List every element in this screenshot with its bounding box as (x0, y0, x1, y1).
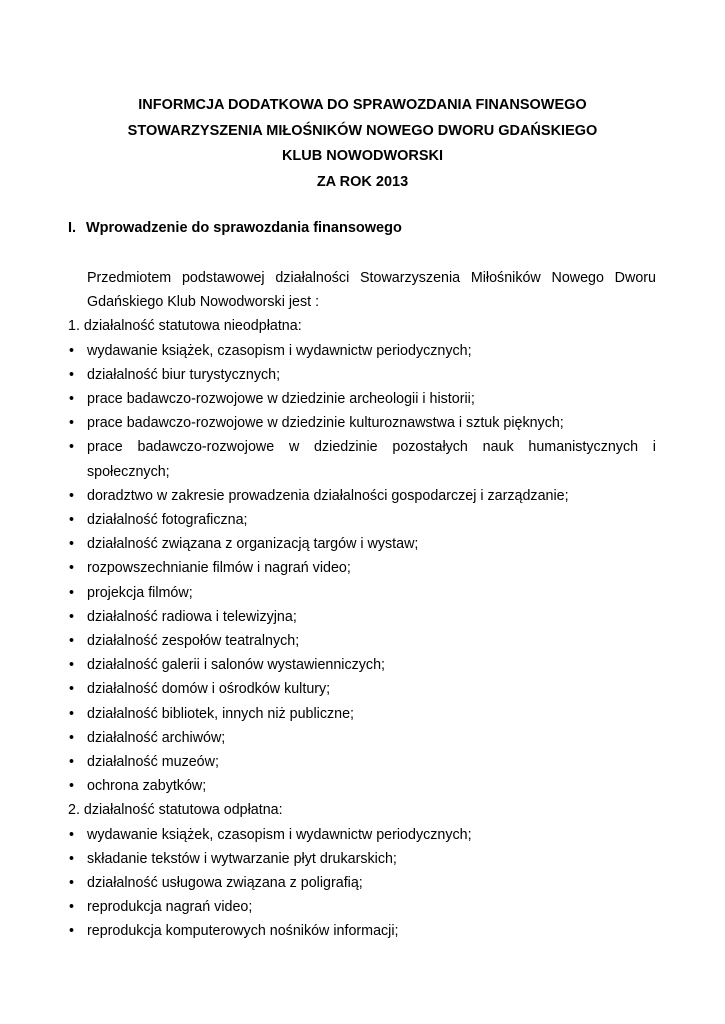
intro-paragraph (87, 266, 656, 314)
bullet-icon: • (69, 391, 75, 408)
group-heading-paid: 2. działalność statutowa odpłatna: (68, 802, 283, 819)
list-item: • doradztwo w zakresie prowadzenia działalności gospodarczej i zarządzanie; (68, 484, 656, 508)
section-number: I. (68, 220, 77, 236)
bullet-icon: • (69, 729, 75, 746)
bullet-icon: • (69, 875, 75, 892)
list-item: • działalność archiwów; (68, 726, 656, 750)
list-item: • składanie tekstów i wytwarzanie płyt drukarskich; (68, 847, 656, 871)
bullet-icon: • (69, 415, 75, 432)
bullet-icon: • (69, 633, 75, 650)
list-item: • działalność bibliotek, innych niż publiczne; (68, 702, 656, 726)
wrapped-item-line-1: prace badawczo-rozwojowe w dziedzinie pozostałych nauk humanistycznych i (87, 439, 656, 456)
list-item: • wydawanie książek, czasopism i wydawnictw periodycznych; (68, 823, 656, 847)
bullet-icon: • (69, 608, 75, 625)
intro-line-2: Gdańskiego Klub Nowodworski jest : (87, 294, 320, 311)
list-item: • działalność muzeów; (68, 750, 656, 774)
list-item: • reprodukcja nagrań video; (68, 895, 656, 919)
list-item: • prace badawczo-rozwojowe w dziedzinie kulturoznawstwa i sztuk pięknych; (68, 411, 656, 435)
bullet-icon: • (69, 560, 75, 577)
list-item: • działalność związana z organizacją targów i wystaw; (68, 532, 656, 556)
group-heading-free: 1. działalność statutowa nieodpłatna: (68, 318, 302, 335)
document-body (68, 266, 656, 944)
title-line-3: KLUB NOWODWORSKI (281, 148, 444, 164)
list-item-wrapped (68, 435, 656, 483)
list-item: • działalność fotograficzna; (68, 508, 656, 532)
list-item: • działalność domów i ośrodków kultury; (68, 677, 656, 701)
bullet-icon: • (69, 536, 75, 553)
document-title (0, 93, 725, 195)
bullet-icon: • (69, 850, 75, 867)
bullet-icon: • (69, 778, 75, 795)
section-heading (68, 218, 402, 238)
bullet-icon: • (69, 366, 75, 383)
title-line-1: INFORMCJA DODATKOWA DO SPRAWOZDANIA FINANSOWEGO (138, 97, 587, 113)
bullet-icon: • (69, 512, 75, 529)
activity-list-paid (68, 823, 656, 944)
bullet-icon: • (69, 705, 75, 722)
list-item: • działalność zespołów teatralnych; (68, 629, 656, 653)
title-line-2: STOWARZYSZENIA MIŁOŚNIKÓW NOWEGO DWORU GDAŃSKIEGO (127, 122, 598, 139)
intro-line-1: Przedmiotem podstawowej działalności Stowarzyszenia Miłośników Nowego Dworu (87, 270, 656, 286)
bullet-icon: • (69, 754, 75, 771)
bullet-icon: • (69, 657, 75, 674)
activity-list-free (68, 339, 656, 799)
bullet-icon: • (69, 584, 75, 601)
bullet-icon: • (69, 487, 75, 504)
wrapped-item-line-2: społecznych; (87, 463, 170, 480)
list-item: • reprodukcja komputerowych nośników informacji; (68, 919, 656, 943)
list-item: • ochrona zabytków; (68, 774, 656, 798)
list-item: • prace badawczo-rozwojowe w dziedzinie archeologii i historii; (68, 387, 656, 411)
bullet-icon: • (69, 681, 75, 698)
list-item: • wydawanie książek, czasopism i wydawnictw periodycznych; (68, 339, 656, 363)
bullet-icon: • (69, 899, 75, 916)
list-item: • projekcja filmów; (68, 581, 656, 605)
section-heading-text: Wprowadzenie do sprawozdania finansowego (86, 220, 402, 236)
list-item: • działalność radiowa i telewizyjna; (68, 605, 656, 629)
list-item: • działalność biur turystycznych; (68, 363, 656, 387)
bullet-icon: • (69, 342, 75, 359)
list-item: • działalność galerii i salonów wystawienniczych; (68, 653, 656, 677)
bullet-icon: • (69, 439, 75, 456)
title-line-4: ZA ROK 2013 (316, 173, 409, 190)
list-item: • rozpowszechnianie filmów i nagrań video; (68, 556, 656, 580)
bullet-icon: • (69, 826, 75, 843)
bullet-icon: • (69, 923, 75, 940)
list-item: • działalność usługowa związana z poligrafią; (68, 871, 656, 895)
